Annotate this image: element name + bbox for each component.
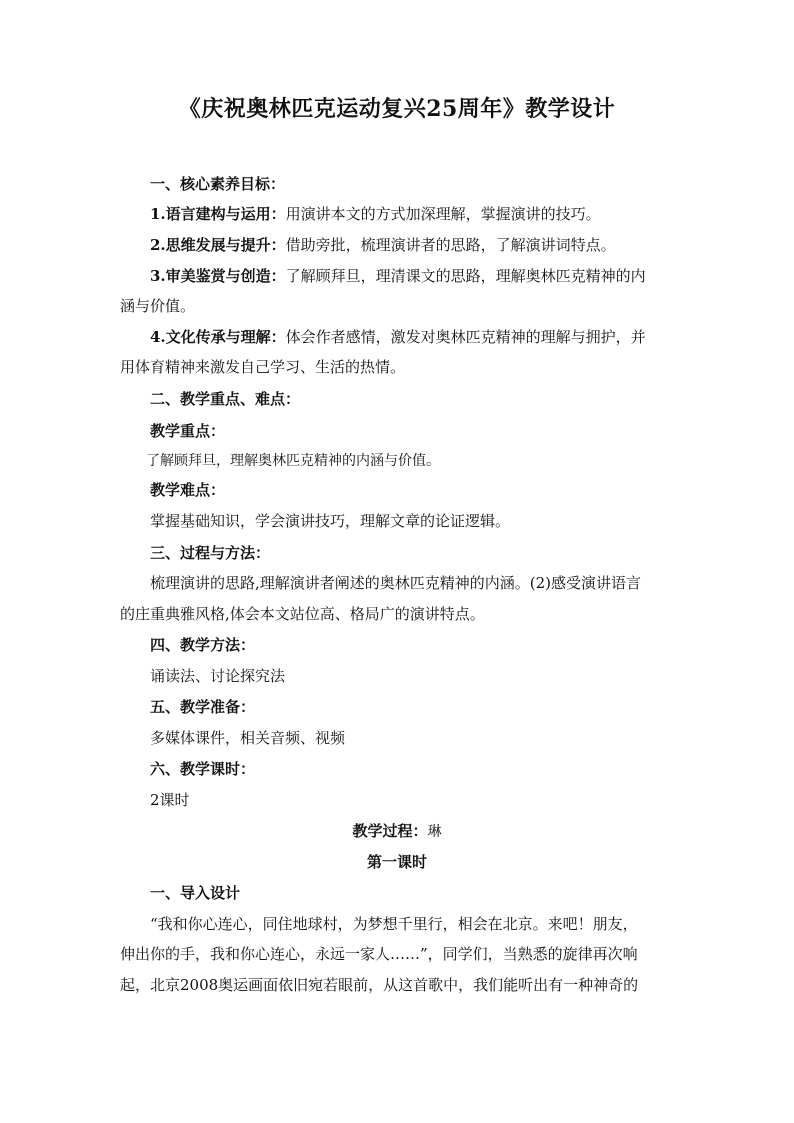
objective-4 (150, 327, 646, 347)
process-suffix: 琳 (427, 824, 442, 840)
objective-3-text: 了解顾拜旦，理清课文的思路，理解奥林匹克精神的内 (285, 267, 646, 285)
section5-heading: 五、教学准备： (150, 698, 256, 716)
intro-line1: “我和你心连心，同住地球村，为梦想千里行，相会在北京。来吧！朋友， (150, 915, 638, 933)
section5-text: 多媒体课件，相关音频、视频 (150, 729, 346, 747)
document-title: 《庆祝奥林匹克运动复兴25周年》教学设计 (178, 96, 616, 122)
intro-line3: 起，北京2008奥运画面依旧宛若眼前，从这首歌中，我们能听出有一种神奇的 (120, 976, 639, 994)
section3-line2: 的庄重典雅风格,体会本文站位高、格局广的演讲特点。 (120, 605, 485, 623)
section4-text: 诵读法、讨论探究法 (150, 667, 286, 685)
section2-heading: 二、教学重点、难点： (150, 390, 301, 408)
difficult-point-label: 教学难点： (150, 481, 226, 499)
intro-line2: 伸出你的手，我和你心连心，永远一家人……”，同学们，当熟悉的旋律再次响 (120, 945, 638, 963)
section3-heading: 三、过程与方法： (150, 544, 271, 562)
objective-2-label: 2.思维发展与提升： (150, 236, 286, 254)
process-heading (0, 821, 794, 842)
objective-3-label: 3.审美鉴赏与创造： (150, 267, 286, 285)
section1-heading: 一、核心素养目标： (150, 175, 286, 193)
process-label: 教学过程： (352, 822, 428, 840)
key-point-label: 教学重点： (150, 422, 226, 440)
objective-1-text: 用演讲本文的方式加深理解，掌握演讲的技巧。 (285, 205, 601, 223)
section4-heading: 四、教学方法： (150, 636, 256, 654)
objective-4-label: 4.文化传承与理解： (150, 328, 286, 346)
objective-1-label: 1.语言建构与运用： (150, 205, 286, 223)
objective-4-text: 体会作者感情，激发对奥林匹克精神的理解与拥护，并 (285, 328, 646, 346)
objective-2 (150, 235, 616, 255)
intro-heading: 一、导入设计 (150, 884, 241, 902)
objective-3 (150, 266, 646, 286)
objective-4-continuation: 用体育精神来激发自己学习、生活的热情。 (120, 358, 406, 376)
section3-line1: 梳理演讲的思路,理解演讲者阐述的奥林匹克精神的内涵。(2)感受演讲语言 (150, 574, 642, 592)
section6-heading: 六、教学课时： (150, 760, 256, 778)
section6-text: 2课时 (150, 791, 190, 809)
objective-2-text: 借助旁批，梳理演讲者的思路，了解演讲词特点。 (285, 236, 616, 254)
key-point-text: 了解顾拜旦，理解奥林匹克精神的内涵与价值。 (146, 453, 440, 469)
objective-3-continuation: 涵与价值。 (120, 297, 196, 315)
objective-1 (150, 204, 601, 224)
difficult-point-text: 掌握基础知识，学会演讲技巧，理解文章的论证逻辑。 (150, 512, 511, 530)
lesson-title: 第一课时 (366, 853, 427, 871)
